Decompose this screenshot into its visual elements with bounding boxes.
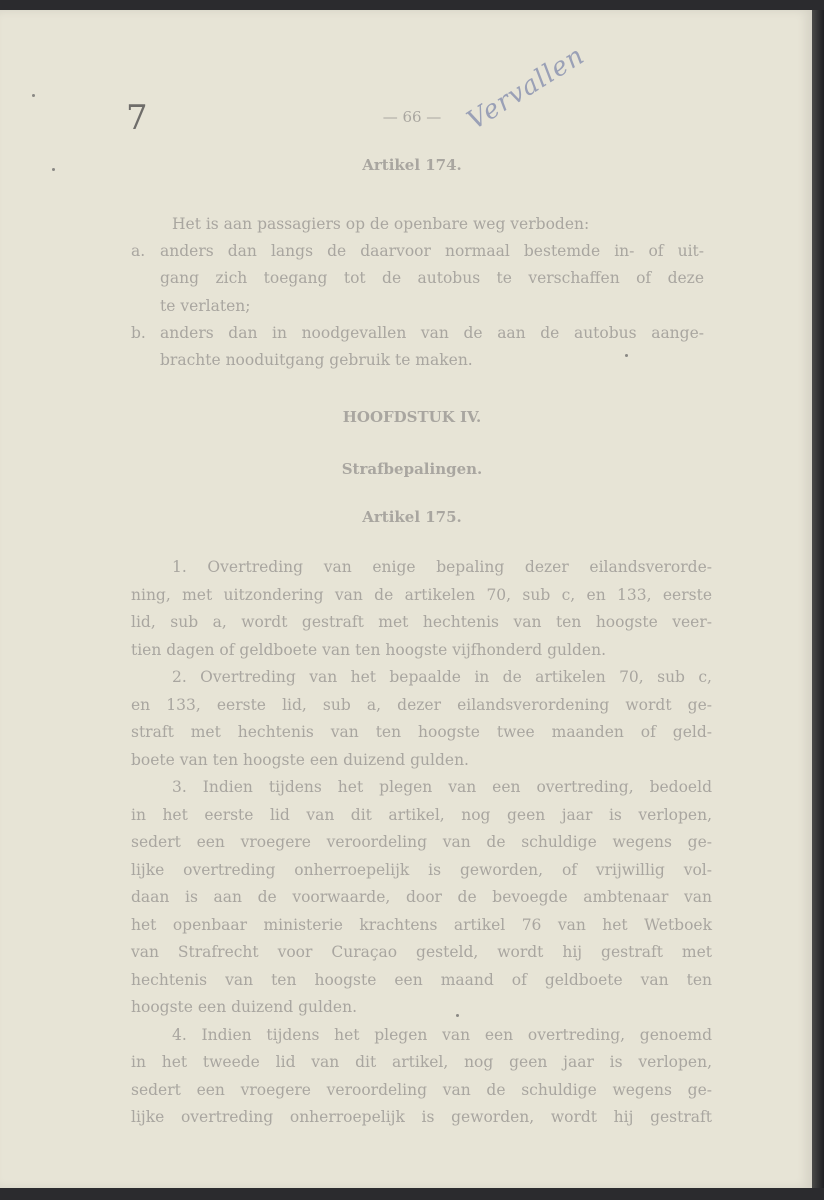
article-175-line: in het tweede lid van dit artikel, nog geen jaar is verlopen, [131,1053,712,1071]
chapter-subtitle: Strafbepalingen. [341,460,483,478]
item-a-line: gang zich toegang tot de autobus te verschaffen of deze [160,269,704,287]
article-175-line: lijke overtreding onherroepelijk is geworden, of vrijwillig vol- [131,860,712,879]
article-175-line: lijke overtreding onherroepelijk is geworden, wordt hij gestraft [131,1108,712,1126]
article-175-line: straft met hechtenis van ten hoogste twee maanden of geld- [131,723,712,741]
speck [32,94,35,97]
article-175-line: hechtenis van ten hoogste een maand of geldboete van ten [131,970,712,989]
page-number: — 66 — [382,108,442,126]
article-175-line: het openbaar ministerie krachtens artikel 76 van het Wetboek [131,915,712,934]
item-b-line: brachte nooduitgang gebruik te maken. [160,351,473,369]
item-a-label: a. [131,242,146,260]
speck [456,1014,459,1017]
article-175-line: 2. Overtreding van het bepaalde in de artikelen 70, sub c, [172,668,712,686]
article-175-line: lid, sub a, wordt gestraft met hechtenis van ten hoogste veer- [131,613,712,631]
pencil-page-number: 7 [126,98,148,138]
article-175-line: van Strafrecht voor Curaçao gesteld, wordt hij gestraft met [131,943,712,961]
item-a-line: te verlaten; [160,297,251,315]
chapter-title: HOOFDSTUK IV. [342,408,482,426]
article-175-line: boete van ten hoogste een duizend gulden. [131,750,469,769]
article-175-line: tien dagen of geldboete van ten hoogste vijfhonderd gulden. [131,640,607,659]
article-175-title: Artikel 175. [362,508,462,526]
article-174-title: Artikel 174. [362,156,462,174]
speck [625,354,628,357]
item-a-line: anders dan langs de daarvoor normaal bestemde in- of uit- [160,242,704,260]
article-175-line: sedert een vroegere veroordeling van de schuldige wegens ge- [131,833,712,851]
article-175-line: in het eerste lid van dit artikel, nog geen jaar is verlopen, [131,805,712,824]
speck [52,168,55,171]
article-175-line: 1. Overtreding van enige bepaling dezer eilandsverorde- [172,558,712,576]
item-b-line: anders dan in noodgevallen van de aan de autobus aange- [160,324,704,342]
document-page [0,10,812,1188]
article-175-line: ning, met uitzondering van de artikelen 70, sub c, en 133, eerste [131,585,712,604]
article-175-line: hoogste een duizend gulden. [131,998,358,1016]
article-175-line: en 133, eerste lid, sub a, dezer eilandsverordening wordt ge- [131,695,712,714]
article-175-line: daan is aan de voorwaarde, door de bevoegde ambtenaar van [131,888,712,906]
page-edge [812,10,824,1188]
article-175-line: 4. Indien tijdens het plegen van een overtreding, genoemd [172,1025,712,1044]
article-174-intro: Het is aan passagiers op de openbare weg verboden: [172,215,590,233]
handwritten-note: Vervallen [462,40,591,136]
article-175-line: sedert een vroegere veroordeling van de schuldige wegens ge- [131,1080,712,1099]
article-175-line: 3. Indien tijdens het plegen van een overtreding, bedoeld [172,778,712,796]
item-b-label: b. [131,324,146,342]
